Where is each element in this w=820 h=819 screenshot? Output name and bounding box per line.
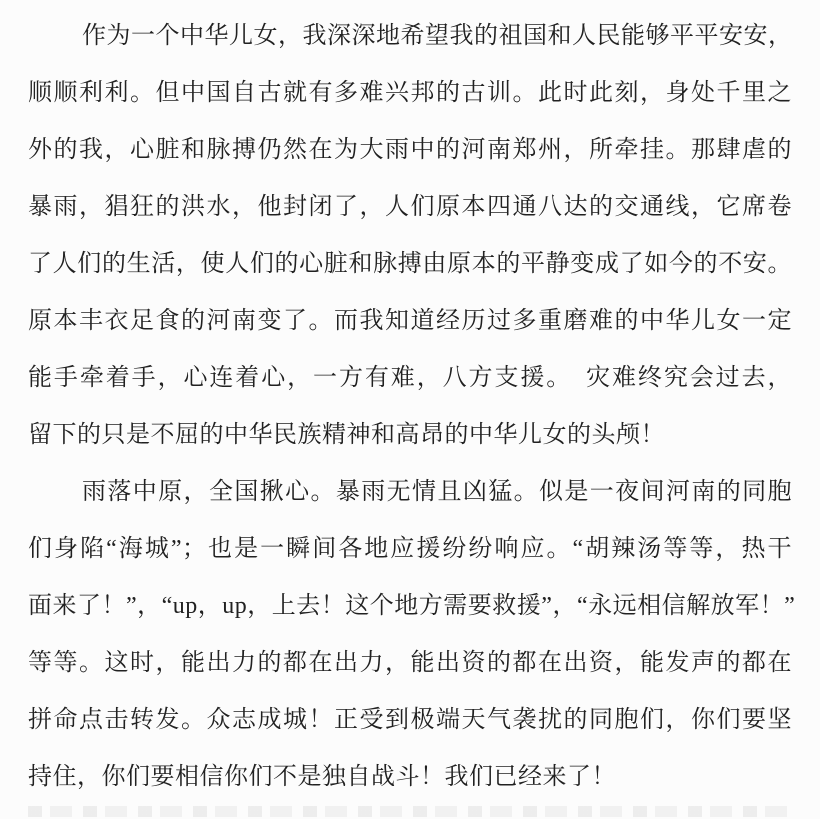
text-line: 外的我，心脏和脉搏仍然在为大雨中的河南郑州，所牵挂。那肆虐的 [28, 137, 792, 163]
paragraph-1 [28, 8, 792, 464]
text-line: 雨落中原，全国揪心。暴雨无情且凶猛。似是一夜间河南的同胞 [82, 479, 792, 505]
text-line: 等等。这时，能出力的都在出力，能出资的都在出资，能发声的都在 [28, 650, 792, 676]
text-line: 持住，你们要相信你们不是独自战斗！我们已经来了！ [28, 764, 616, 790]
text-line: 留下的只是不屈的中华民族精神和高昂的中华儿女的头颅！ [28, 422, 665, 448]
text-line: 能手牵着手，心连着心，一方有难，八方支援。 灾难终究会过去， [28, 365, 792, 391]
cut-off-text-remnant [28, 806, 792, 817]
text-line: 拼命点击转发。众志成城！正受到极端天气袭扰的同胞们，你们要坚 [28, 707, 792, 733]
text-line: 们身陷“海城”；也是一瞬间各地应援纷纷响应。“胡辣汤等等，热干 [28, 536, 792, 562]
text-line: 暴雨，猖狂的洪水，他封闭了，人们原本四通八达的交通线，它席卷 [28, 194, 792, 220]
text-line: 作为一个中华儿女，我深深地希望我的祖国和人民能够平平安安， [82, 23, 793, 49]
text-line: 原本丰衣足食的河南变了。而我知道经历过多重磨难的中华儿女一定 [28, 308, 792, 334]
text-line: 面来了！”，“up，up，上去！这个地方需要救援”，“永远相信解放军！” [28, 593, 796, 619]
text-line: 顺顺利利。但中国自古就有多难兴邦的古训。此时此刻，身处千里之 [28, 80, 792, 106]
text-line: 了人们的生活，使人们的心脏和脉搏由原本的平静变成了如今的不安。 [28, 251, 792, 277]
paragraph-2 [28, 464, 796, 806]
